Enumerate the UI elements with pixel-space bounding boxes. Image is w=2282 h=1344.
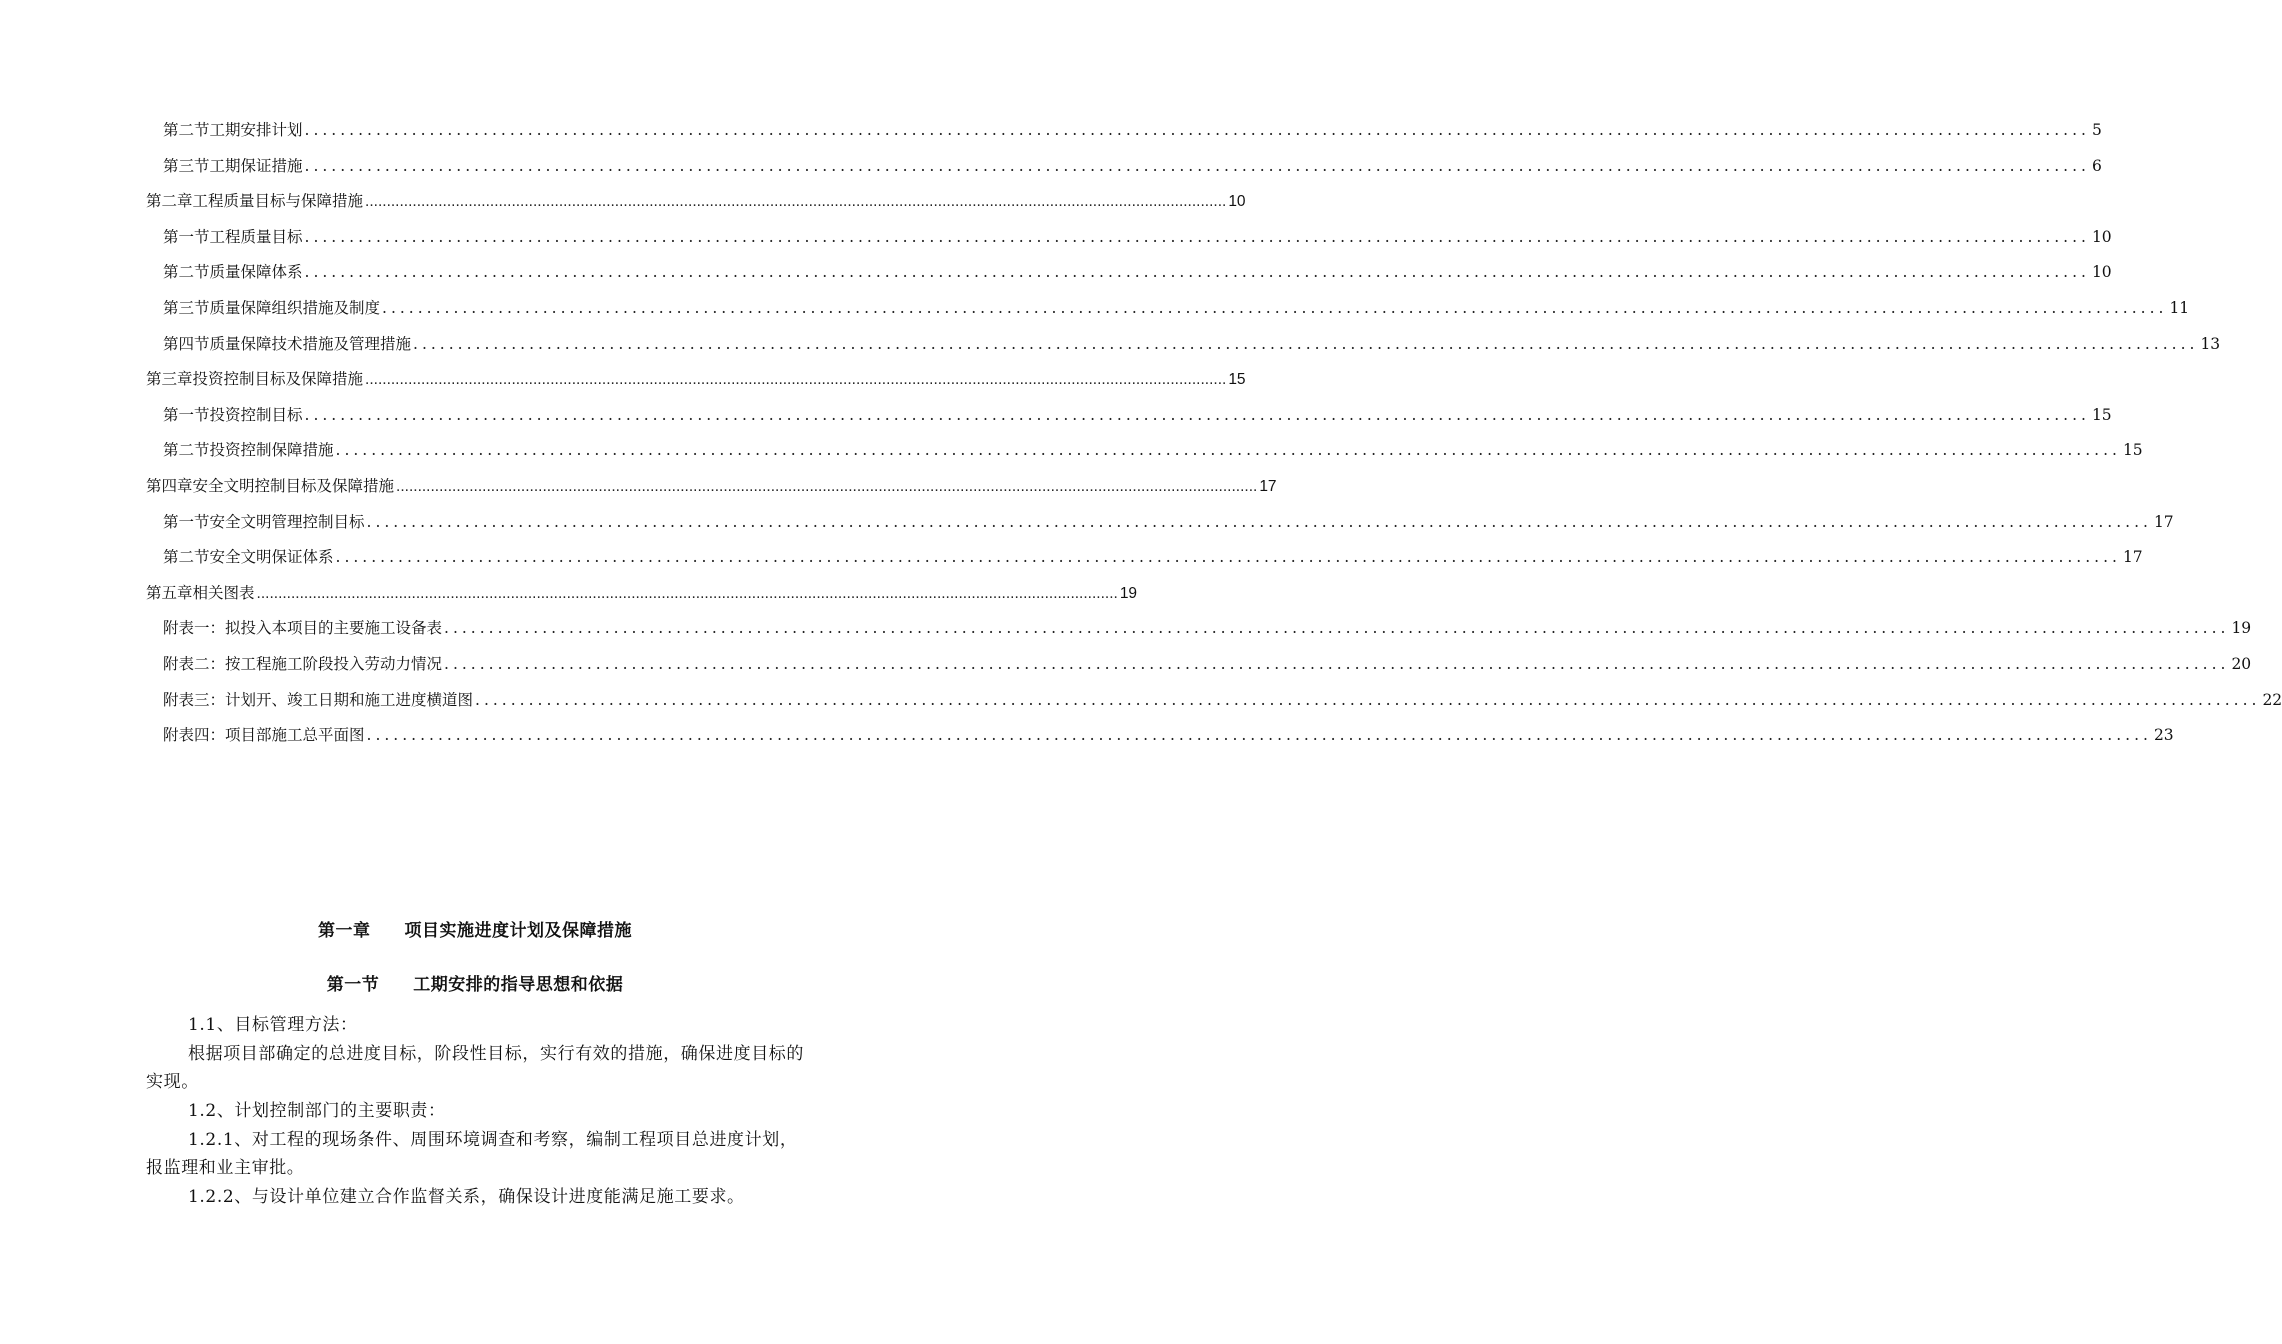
toc-entry-page: 13: [2200, 334, 2221, 353]
chapter-heading-label: 第一章: [318, 921, 371, 941]
toc-entry-label: 第一节: [163, 227, 210, 246]
section-heading: [0, 970, 950, 995]
toc-entry-label: 第一节: [163, 405, 210, 424]
toc-leader-dots: ........................................................................................................................................................................................................: [444, 655, 2230, 673]
paragraph-3: 1.2、计划控制部门的主要职责：: [188, 1101, 446, 1121]
toc-entry-page: 17: [1259, 478, 1277, 495]
toc-leader-dots: ........................................................................................................................................................................................................: [304, 263, 2090, 282]
toc-entry-title: 相关图表: [192, 584, 255, 602]
toc-entry-title: 项目部施工总平面图: [225, 726, 365, 745]
toc-leader-dots: ........................................................................................................................................................................................................: [366, 726, 2152, 745]
toc-entry-label: 第二章: [146, 193, 193, 211]
toc-entry-page: 15: [1228, 371, 1246, 389]
toc-entry-title: 工程质量目标与保障措施: [192, 193, 364, 211]
section-heading-label: 第一节: [326, 975, 380, 995]
toc-entry-page: 23: [2153, 726, 2174, 745]
toc-entry-page: 19: [1119, 584, 1138, 602]
toc-entry-label: 第二节: [163, 548, 210, 567]
toc-leader-dots: ........................................................................................................................................................................................................: [304, 227, 2090, 246]
toc-entry[interactable]: [163, 154, 2102, 190]
toc-entry-title: 工程质量目标: [209, 227, 303, 246]
toc-entry-title: 计划开、竣工日期和施工进度横道图: [225, 690, 474, 709]
toc-entry-page: 10: [2091, 227, 2112, 246]
toc-leader-dots: ........................................................................................................................................................................................................: [413, 334, 2199, 353]
chapter-heading-title: 项目实施进度计划及保障措施: [404, 921, 632, 941]
toc-leader-dots: ........................................................................................................................................................................................................: [444, 619, 2230, 638]
toc-entry-page: 17: [2153, 512, 2174, 531]
toc-entry[interactable]: [163, 296, 2190, 332]
toc-entry-title: 质量保障体系: [209, 263, 303, 282]
toc-entry-title: 工期保证措施: [209, 156, 303, 175]
toc-entry-page: 6: [2091, 156, 2102, 175]
toc-entry-label: 第四节: [163, 334, 210, 353]
toc-entry-label: 附表四：: [163, 726, 226, 745]
toc-entry-label: 第四章: [146, 478, 193, 495]
toc-leader-dots: ........................................................................................................................................................................................................: [304, 405, 2090, 424]
toc-leader-dots: ........................................................................................................................................................................................................: [304, 156, 2090, 175]
toc-entry-title: 工期安排计划: [209, 121, 303, 139]
toc-entry-label: 第三章: [146, 371, 193, 389]
toc-entry[interactable]: [146, 581, 1138, 617]
toc-entry-title: 投资控制目标及保障措施: [192, 371, 364, 389]
toc-leader-dots: ........................................................................................................................................................................................................: [475, 690, 2261, 709]
toc-entry[interactable]: [163, 652, 2252, 688]
toc-entry-page: 20: [2231, 655, 2252, 673]
toc-entry[interactable]: [146, 367, 1246, 403]
toc-entry-page: 15: [2122, 441, 2143, 460]
toc-entry-label: 附表三：: [163, 690, 226, 709]
toc-entry[interactable]: [163, 118, 2102, 154]
toc-entry-title: 拟投入本项目的主要施工设备表: [225, 619, 443, 638]
toc-entry-page: 11: [2169, 299, 2190, 317]
toc-entry[interactable]: [163, 616, 2252, 652]
toc-entry-label: 附表二：: [163, 655, 226, 673]
toc-entry[interactable]: [163, 438, 2143, 474]
toc-entry-page: 15: [2091, 405, 2112, 424]
toc-entry-title: 安全文明控制目标及保障措施: [192, 478, 395, 495]
toc-entry[interactable]: [163, 403, 2112, 439]
toc-entry-label: 第二节: [163, 121, 210, 139]
toc-entry[interactable]: [146, 189, 1246, 225]
toc-entry-label: 第二节: [163, 263, 210, 282]
toc-entry-title: 投资控制目标: [209, 405, 303, 424]
toc-leader-dots: ........................................................................................................................................................................................................: [365, 371, 1227, 389]
toc-entry-title: 质量保障技术措施及管理措施: [209, 334, 412, 353]
toc-entry-label: 第五章: [146, 584, 193, 602]
toc-leader-dots: ........................................................................................................................................................................................................: [304, 121, 2090, 139]
toc-entry[interactable]: [163, 545, 2143, 581]
toc-leader-dots: ........................................................................................................................................................................................................: [365, 193, 1227, 211]
toc-entry-label: 第三节: [163, 156, 210, 175]
toc-entry-page: 10: [1228, 193, 1246, 211]
toc-leader-dots: ........................................................................................................................................................................................................: [256, 584, 1118, 602]
toc-entry-title: 安全文明保证体系: [209, 548, 334, 567]
toc-leader-dots: ........................................................................................................................................................................................................: [382, 299, 2168, 317]
toc-entry-label: 第一节: [163, 512, 210, 531]
toc-leader-dots: ........................................................................................................................................................................................................: [396, 478, 1258, 495]
toc-entry[interactable]: [163, 332, 2221, 368]
toc-entry-page: 17: [2122, 548, 2143, 567]
toc-entry-page: 19: [2231, 619, 2252, 638]
toc-entry-title: 按工程施工阶段投入劳动力情况: [225, 655, 443, 673]
toc-entry-page: 22: [2262, 690, 2282, 709]
toc-entry[interactable]: [163, 723, 2174, 759]
toc-entry[interactable]: [163, 225, 2112, 261]
toc-entry-page: 10: [2091, 263, 2112, 282]
toc-entry[interactable]: [146, 474, 1277, 510]
toc-leader-dots: ........................................................................................................................................................................................................: [366, 512, 2152, 531]
section-heading-title: 工期安排的指导思想和依据: [413, 975, 624, 995]
paragraph-1: 1.1、目标管理方法：: [188, 1015, 358, 1035]
toc-entry[interactable]: [163, 510, 2174, 546]
chapter-heading: [0, 916, 950, 941]
toc-leader-dots: ........................................................................................................................................................................................................: [335, 441, 2121, 460]
toc-entry-title: 投资控制保障措施: [209, 441, 334, 460]
toc-entry-page: 5: [2091, 121, 2102, 139]
toc-entry[interactable]: [163, 260, 2112, 296]
paragraph-4: 1.2.1、对工程的现场条件、周围环境调查和考察，编制工程项目总进度计划，报监理和业主审批。: [146, 1130, 798, 1178]
paragraph-5: 1.2.2、与设计单位建立合作监督关系，确保设计进度能满足施工要求。: [188, 1187, 745, 1207]
toc-entry[interactable]: [163, 688, 2282, 724]
toc-entry-title: 质量保障组织措施及制度: [209, 299, 381, 317]
toc-entry-label: 第三节: [163, 299, 210, 317]
paragraph-2: 根据项目部确定的总进度目标，阶段性目标，实行有效的措施，确保进度目标的实现。: [146, 1044, 804, 1092]
toc-entry-label: 附表一：: [163, 619, 226, 638]
toc-leader-dots: ........................................................................................................................................................................................................: [335, 548, 2121, 567]
toc-entry-title: 安全文明管理控制目标: [209, 512, 365, 531]
toc-entry-label: 第二节: [163, 441, 210, 460]
